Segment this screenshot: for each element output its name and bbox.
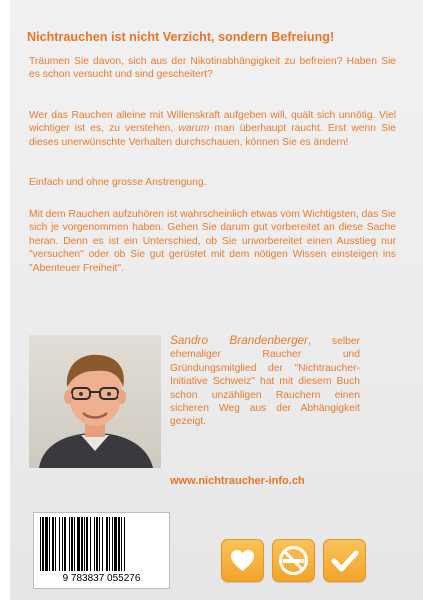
barcode-bar: [52, 517, 54, 571]
barcode-bar: [42, 517, 44, 571]
barcode-bar: [112, 517, 113, 571]
author-bio-text: , selber ehemaliger Raucher und Gründungsmitglied der "Nichtraucher-Initiative Schweiz" hat mit diesem Buch schon unzähligen Rauchern einen sicheren Weg aus der Abhängigkeit gezeigt.: [170, 336, 360, 428]
barcode-bar: [40, 517, 41, 571]
barcode-bar: [64, 517, 66, 571]
author-photo: [29, 335, 161, 468]
barcode-bar: [114, 517, 117, 571]
barcode-bar: [118, 517, 120, 571]
isbn-barcode: [33, 512, 170, 589]
barcode-bar: [121, 517, 122, 571]
paragraph-intro: Träumen Sie davon, sich aus der Nikotinabhängigkeit zu befreien? Haben Sie es schon versucht und sind gescheitert?: [29, 56, 396, 81]
barcode-bar: [90, 517, 91, 571]
barcode-bar: [45, 517, 48, 571]
heart-icon: [221, 539, 264, 582]
barcode-bar: [71, 517, 73, 571]
barcode-bar: [86, 517, 88, 571]
barcode-bars: [38, 517, 165, 573]
barcode-bar: [49, 517, 50, 571]
barcode-bar: [77, 517, 80, 571]
heart-button[interactable]: [221, 539, 264, 582]
no-smoking-icon: [272, 539, 315, 582]
barcode-bar: [99, 517, 100, 571]
barcode-bar: [94, 517, 95, 571]
barcode-bar: [109, 517, 110, 571]
barcode-bar: [81, 517, 83, 571]
barcode-bar: [55, 517, 56, 571]
author-portrait-illustration: [29, 335, 161, 468]
barcode-bar: [102, 517, 103, 571]
paragraph-adventure: Mit dem Rauchen aufzuhören ist wahrscheinlich etwas vom Wichtigsten, das Sie sich je vorgenommen haben. Gehen Sie darum gut vorbereitet an diese Sache heran. Denn es ist ein Unterschied, ob Sie unvorbereitet einen Ausstieg nur "versuchen" oder ob Sie gut gerüstet mit dem nötigen Wissen einsteigen ins "Abenteuer Freiheit".: [29, 209, 396, 274]
paragraph-willpower-part-a: Wer das Rauchen alleine mit Willenskraft aufgeben will, quält sich unnötig. Viel wichtiger ist es, zu verstehen,: [29, 110, 396, 135]
no-smoking-button[interactable]: [272, 539, 315, 582]
barcode-bar: [74, 517, 75, 571]
website-link[interactable]: www.nichtraucher-info.ch: [170, 475, 305, 487]
barcode-bar: [59, 517, 60, 571]
headline: Nichtrauchen ist nicht Verzicht, sondern Befreiung!: [27, 30, 335, 44]
paragraph-willpower-part-b: man überhaupt raucht. Erst wenn Sie dieses unerwünschte Verhalten durchschauen, können Sie es ändern!: [29, 123, 397, 148]
barcode-bar: [62, 517, 63, 571]
barcode-bar: [124, 517, 125, 571]
barcode-bar: [84, 517, 85, 571]
barcode-bar: [106, 517, 108, 571]
checkmark-icon: [323, 539, 366, 582]
barcode-bar: [69, 517, 70, 571]
barcode-bar: [96, 517, 98, 571]
author-bio: [170, 334, 360, 429]
emphasis-warum: warum: [178, 123, 210, 135]
checkmark-button[interactable]: [323, 539, 366, 582]
paragraph-easy: Einfach und ohne grosse Anstrengung.: [29, 177, 207, 188]
author-name: Sandro Brandenberger: [170, 333, 309, 347]
barcode-number: 9 783837 055276: [62, 573, 141, 584]
paragraph-willpower: [29, 109, 396, 149]
